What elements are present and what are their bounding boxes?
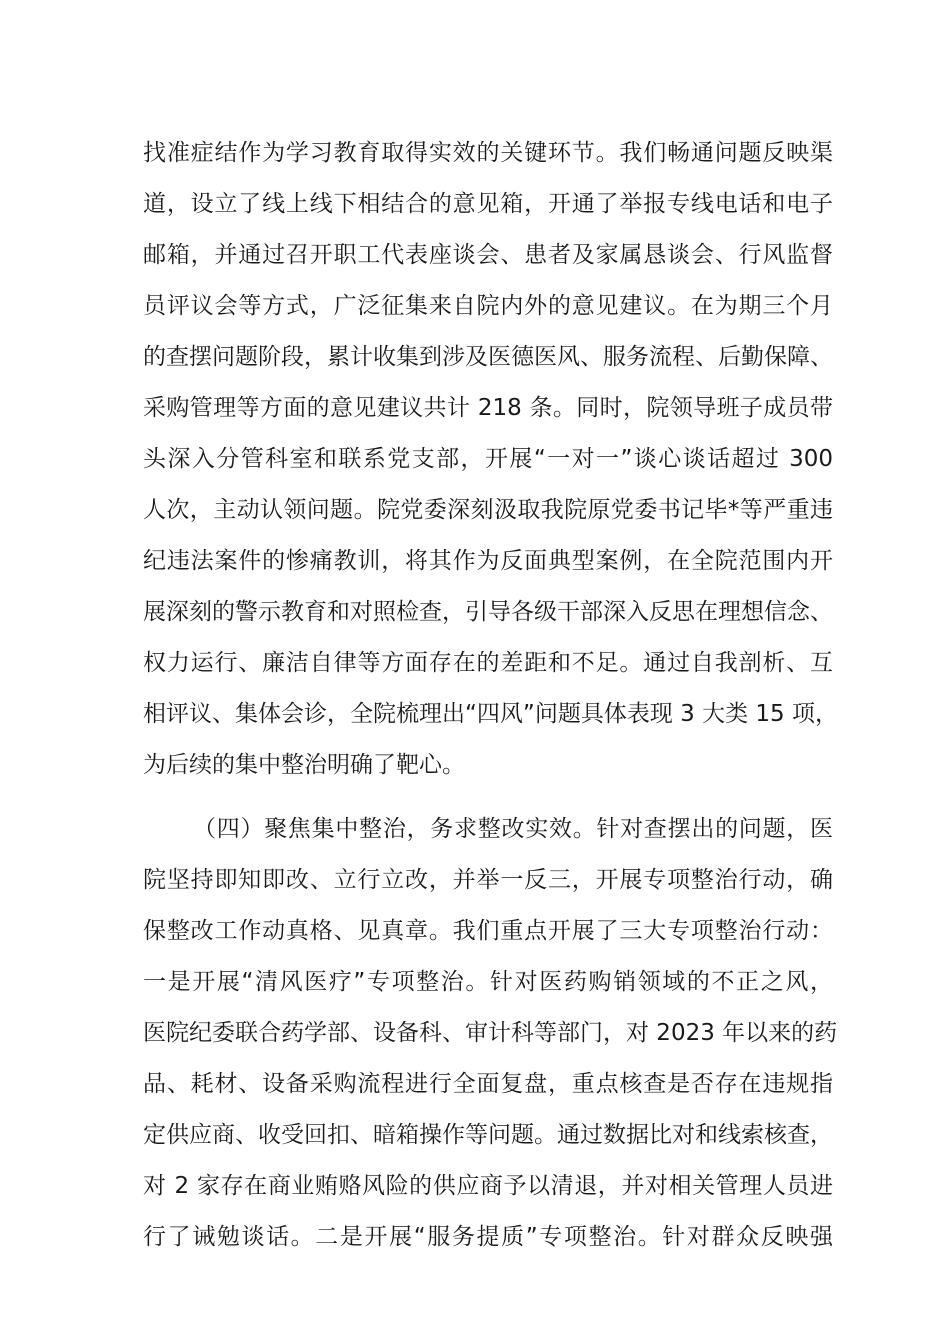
body-text-line: 纪违法案件的惨痛教训，将其作为反面典型案例，在全院范围内开 <box>143 548 833 574</box>
paragraph-end-line: 为后续的集中整治明确了靶心。 <box>143 752 465 778</box>
body-text-line: 员评议会等方式，广泛征集来自院内外的意见建议。在为期三个月 <box>143 293 833 319</box>
body-text-line: 院坚持即知即改、立行立改，并举一反三，开展专项整治行动，确 <box>143 867 833 893</box>
body-text-line: 展深刻的警示教育和对照检查，引导各级干部深入反思在理想信念、 <box>143 599 833 625</box>
body-text-line: 对 2 家存在商业贿赂风险的供应商予以清退，并对相关管理人员进 <box>143 1173 833 1199</box>
body-text-line: 找准症结作为学习教育取得实效的关键环节。我们畅通问题反映渠 <box>143 140 833 166</box>
body-text-line: 人次，主动认领问题。院党委深刻汲取我院原党委书记毕*等严重违 <box>143 497 833 523</box>
body-text-line: 相评议、集体会诊，全院梳理出“四风”问题具体表现 3 大类 15 项， <box>143 701 838 727</box>
body-text-line: 品、耗材、设备采购流程进行全面复盘，重点核查是否存在违规指 <box>143 1071 833 1097</box>
body-text-line: 保整改工作动真格、见真章。我们重点开展了三大专项整治行动： <box>143 918 833 944</box>
body-text-line: 定供应商、收受回扣、暗箱操作等问题。通过数据比对和线索核查， <box>143 1122 833 1148</box>
body-text-line: 权力运行、廉洁自律等方面存在的差距和不足。通过自我剖析、互 <box>143 650 833 676</box>
body-text-line: 医院纪委联合药学部、设备科、审计科等部门，对 2023 年以来的药 <box>143 1020 838 1046</box>
body-text-line: 邮箱，并通过召开职工代表座谈会、患者及家属恳谈会、行风监督 <box>143 242 833 268</box>
body-text-line: 道，设立了线上线下相结合的意见箱，开通了举报专线电话和电子 <box>143 191 833 217</box>
body-text-line: 行了诫勉谈话。二是开展“服务提质”专项整治。针对群众反映强 <box>143 1224 833 1250</box>
body-text-line: 的查摆问题阶段，累计收集到涉及医德医风、服务流程、后勤保障、 <box>143 344 833 370</box>
body-text-line: 头深入分管科室和联系党支部，开展“一对一”谈心谈话超过 300 <box>143 446 833 472</box>
body-text-line: 采购管理等方面的意见建议共计 218 条。同时，院领导班子成员带 <box>143 395 833 421</box>
body-text-line: 一是开展“清风医疗”专项整治。针对医药购销领域的不正之风， <box>143 969 833 995</box>
section-heading-line: （四）聚焦集中整治，务求整改实效。针对查摆出的问题，医 <box>193 816 833 842</box>
